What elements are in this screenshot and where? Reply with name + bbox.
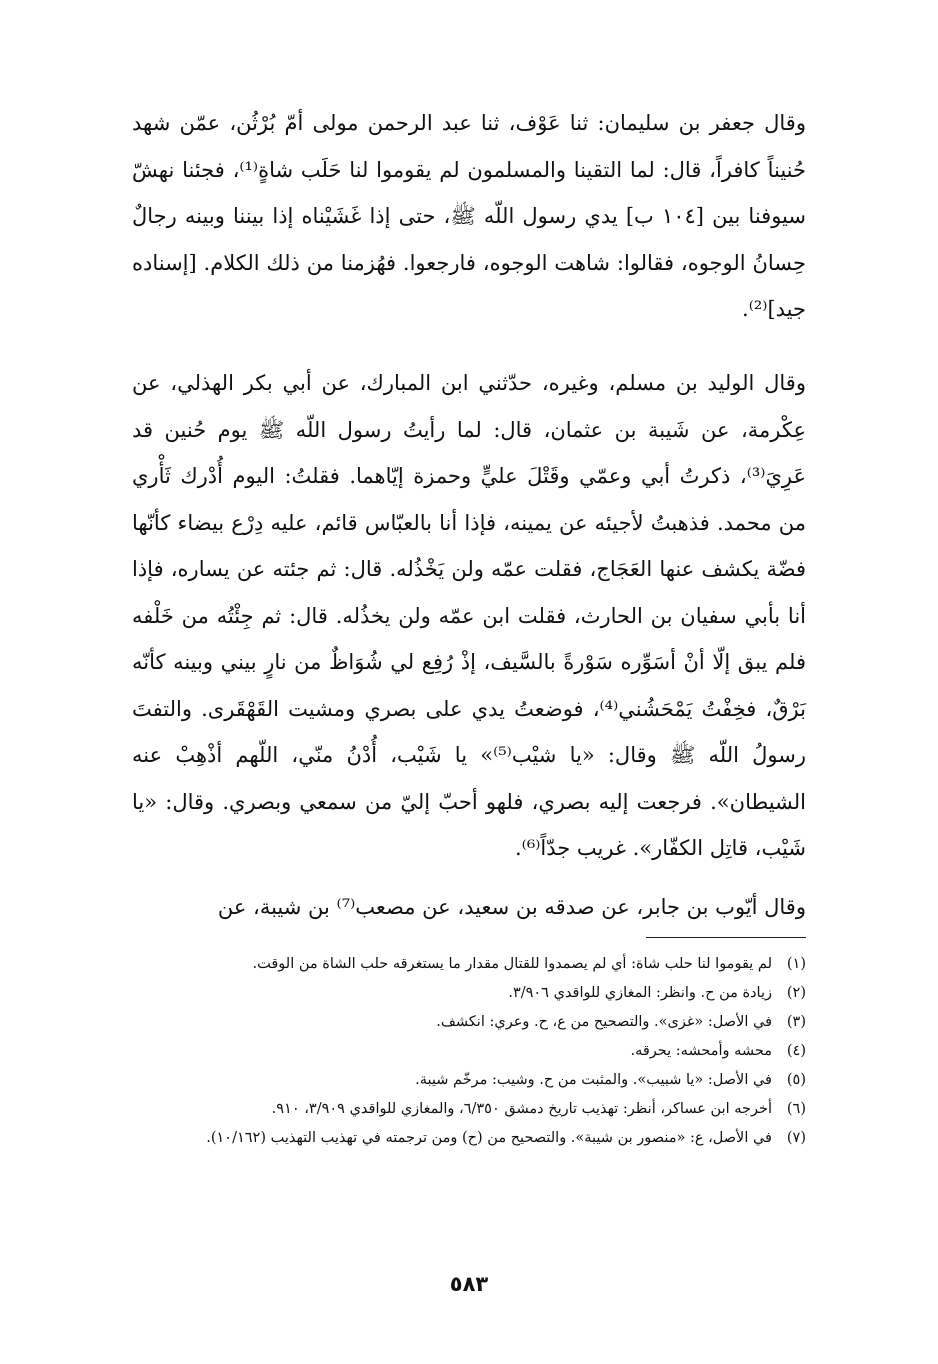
footnote-number: (١) <box>786 956 806 972</box>
footnote-text: لم يقوموا لنا حلب شاة: أي لم يصمدوا للقتال مقدار ما يستغرقه حلب الشاة من الوقت. <box>252 956 772 972</box>
footnote-item <box>132 1068 806 1092</box>
footnote-item <box>132 952 806 976</box>
footnote-number: (٤) <box>786 1043 806 1059</box>
footnote-item <box>132 1126 806 1150</box>
footnote-text: زيادة من ح. وانظر: المغازي للواقدي ٣/٩٠٦. <box>508 985 772 1001</box>
footnote-number: (٣) <box>786 1014 806 1030</box>
footnote-number: (٥) <box>786 1072 806 1088</box>
paragraph-shayba-narration: وقال الوليد بن مسلم، وغيره، حدّثني ابن المبارك، عن أبي بكر الهذلي، عن عِكْرمة، عن شَيبة بن عثمان، قال: لما رأيتُ رسول اللّه ﷺ يوم حُنين قد عَرِيَ⁽³⁾، ذكرتُ أبي وعمّي وقَتْلَ عليٍّ وحمزة إيّاهما. فقلتُ: اليوم أُدْرك ثَأْري من محمد. فذهبتُ لأجيئه عن يمينه، فإذا أنا بالعبّاس قائم، عليه دِرْع بيضاء كأنّها فضّة يكشف عنها العَجَاج، فقلت عمّه ولن يَخْذُله. قال: ثم جئته عن يساره، فإذا أنا بأبي سفيان بن الحارث، فقلت ابن عمّه ولن يخذُله. قال: ثم جِئْتُه من خَلْفه فلم يبق إلّا أنْ أسَوِّره سَوْرةً بالسَّيف، إذْ رُفِع لي شُوَاظٌ من نارٍ بيني وبينه كأنّه بَرْقٌ، فخِفْتُ يَمْحَشُني⁽⁴⁾، فوضعتُ يدي على بصري ومشيت القَهْقَرى. والتفتَ رسولُ اللّه ﷺ وقال: «يا شيْب⁽⁵⁾» يا شَيْب، أُدْنُ منّي، اللّهم أذْهِبْ عنه الشيطان». فرجعت إليه بصري، فلهو أحبّ إليّ من سمعي وبصري. وقال: «يا شَيْب، قاتِل الكفّار». غريب جدّاً⁽⁶⁾. <box>132 371 806 860</box>
paragraph-ayyub-narration: وقال أيّوب بن جابر، عن صدقه بن سعيد، عن مصعب⁽⁷⁾ بن شيبة، عن <box>217 895 806 919</box>
footnote-number: (٧) <box>786 1130 806 1146</box>
footnote-item <box>132 1010 806 1034</box>
footnote-text: محشه وأمحشه: يحرقه. <box>630 1043 772 1059</box>
footnote-text: في الأصل، ع: «منصور بن شيبة». والتصحيح من (ح) ومن ترجمته في تهذيب التهذيب (١٠/١٦٢). <box>206 1130 772 1146</box>
footnote-number: (٦) <box>786 1101 806 1117</box>
footnotes-list <box>132 952 806 1155</box>
footnote-item <box>132 1039 806 1063</box>
footnote-separator <box>646 937 806 938</box>
footnote-text: في الأصل: «يا شبيب». والمثبت من ح. وشيب: مرخّم شيبة. <box>415 1072 772 1088</box>
footnote-number: (٢) <box>786 985 806 1001</box>
footnote-text: في الأصل: «غزى». والتصحيح من ع، ح. وعري: انكشف. <box>436 1014 772 1030</box>
footnote-text: أخرجه ابن عساكر، أنظر: تهذيب تاريخ دمشق ٦/٣٥٠، والمغازي للواقدي ٣/٩٠٩، ٩١٠. <box>271 1101 772 1117</box>
footnote-item <box>132 981 806 1005</box>
paragraph-jafar-narration: وقال جعفر بن سليمان: ثنا عَوْف، ثنا عبد الرحمن مولى أمّ بُرْثُن، عمّن شهد حُنيناً كافراً، قال: لما التقينا والمسلمون لم يقوموا لنا حَلَب شاةٍ⁽¹⁾، فجئنا نهشّ سيوفنا بين [١٠٤ ب] يدي رسول اللّه ﷺ، حتى إذا غَشَيْناه إذا بيننا وبينه رجالٌ حِسانُ الوجوه، فقالوا: شاهت الوجوه، فارجعوا. فهُزمنا من ذلك الكلام. [إسناده جيد]⁽²⁾. <box>132 111 806 321</box>
page-number: ٥٨٣ <box>449 1272 489 1296</box>
main-text <box>132 100 806 930</box>
footnote-item <box>132 1097 806 1121</box>
